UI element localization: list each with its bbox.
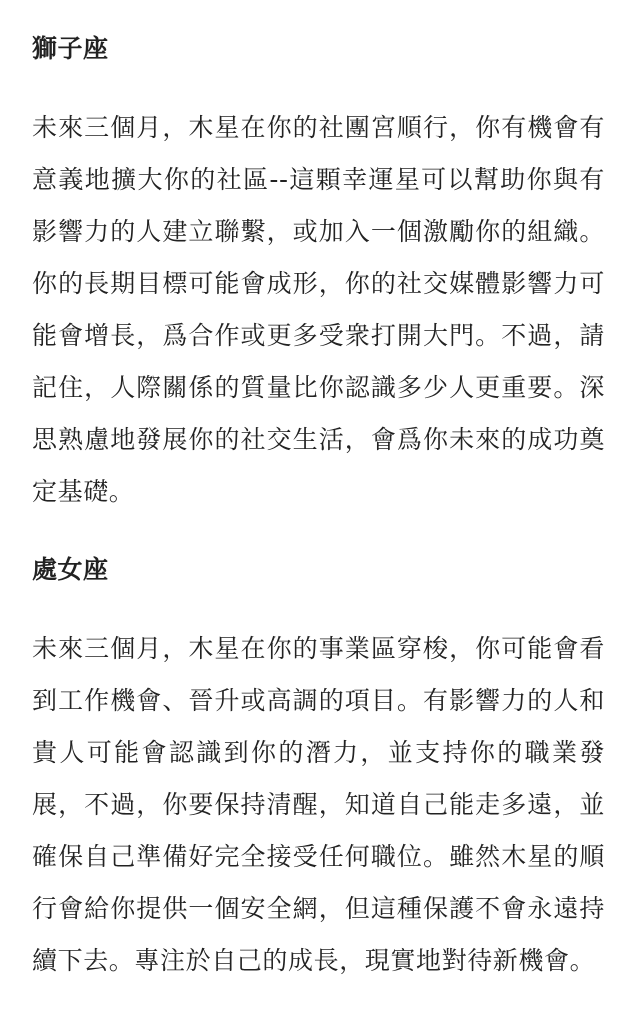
section-heading-leo: 獅子座: [32, 34, 109, 63]
section-virgo: [32, 543, 605, 987]
section-body-virgo: 未來三個月，木星在你的事業區穿梭，你可能會看到工作機會、晉升或高調的項目。有影響力的人和貴人可能會認識到你的潛力，並支持你的職業發展，不過，你要保持清醒，知道自己能走多遠，並確保自己準備好完全接受任何職位。雖然木星的順行會給你提供一個安全網，但這種保護不會永遠持續下去。專注於自己的成長，現實地對待新機會。: [32, 634, 605, 975]
section-body-leo: 未來三個月，木星在你的社團宮順行，你有機會有意義地擴大你的社區--這顆幸運星可以幫助你與有影響力的人建立聯繫，或加入一個激勵你的組織。你的長期目標可能會成形，你的社交媒體影響力可能會增長，爲合作或更多受衆打開大門。不過，請記住，人際關係的質量比你認識多少人更重要。深思熟慮地發展你的社交生活，會爲你未來的成功奠定基礎。: [32, 113, 605, 506]
section-heading-virgo: 處女座: [32, 555, 109, 584]
section-leo: [32, 22, 605, 518]
